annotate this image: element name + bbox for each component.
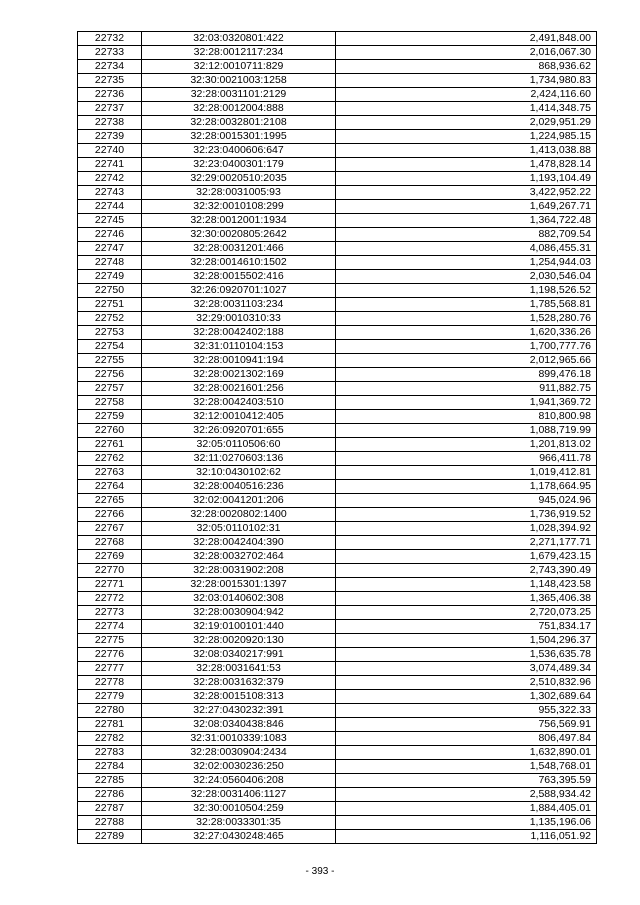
cadastral-number-cell: 32:26:0920701:1027	[142, 284, 336, 298]
table-row	[78, 690, 597, 704]
cadastral-number-cell: 32:23:0400606:647	[142, 144, 336, 158]
cadastral-number-cell: 32:28:0031103:234	[142, 298, 336, 312]
record-id-cell: 22771	[78, 578, 142, 592]
record-id-cell: 22734	[78, 60, 142, 74]
amount-cell: 751,834.17	[336, 620, 597, 634]
table-row	[78, 158, 597, 172]
record-id-cell: 22780	[78, 704, 142, 718]
cadastral-number-cell: 32:28:0021601:256	[142, 382, 336, 396]
amount-cell: 4,086,455.31	[336, 242, 597, 256]
amount-cell: 2,424,116.60	[336, 88, 597, 102]
record-id-cell: 22768	[78, 536, 142, 550]
cadastral-number-cell: 32:26:0920701:655	[142, 424, 336, 438]
table-row	[78, 536, 597, 550]
amount-cell: 1,736,919.52	[336, 508, 597, 522]
cadastral-number-cell: 32:28:0015301:1397	[142, 578, 336, 592]
table-row	[78, 312, 597, 326]
amount-cell: 1,088,719.99	[336, 424, 597, 438]
record-id-cell: 22761	[78, 438, 142, 452]
cadastral-number-cell: 32:02:0041201:206	[142, 494, 336, 508]
table-row	[78, 256, 597, 270]
table-row	[78, 830, 597, 844]
amount-cell: 2,743,390.49	[336, 564, 597, 578]
amount-cell: 3,422,952.22	[336, 186, 597, 200]
amount-cell: 1,679,423.15	[336, 550, 597, 564]
amount-cell: 2,588,934.42	[336, 788, 597, 802]
cadastral-number-cell: 32:28:0033301:35	[142, 816, 336, 830]
cadastral-number-cell: 32:28:0014610:1502	[142, 256, 336, 270]
cadastral-number-cell: 32:28:0031902:208	[142, 564, 336, 578]
amount-cell: 756,569.91	[336, 718, 597, 732]
amount-cell: 1,536,635.78	[336, 648, 597, 662]
amount-cell: 1,548,768.01	[336, 760, 597, 774]
amount-cell: 1,198,526.52	[336, 284, 597, 298]
amount-cell: 2,030,546.04	[336, 270, 597, 284]
cadastral-number-cell: 32:30:0010504:259	[142, 802, 336, 816]
amount-cell: 3,074,489.34	[336, 662, 597, 676]
table-row	[78, 32, 597, 46]
amount-cell: 1,785,568.81	[336, 298, 597, 312]
amount-cell: 1,254,944.03	[336, 256, 597, 270]
table-row	[78, 550, 597, 564]
table-row	[78, 816, 597, 830]
table-row	[78, 354, 597, 368]
record-id-cell: 22758	[78, 396, 142, 410]
record-id-cell: 22733	[78, 46, 142, 60]
record-id-cell: 22770	[78, 564, 142, 578]
amount-cell: 1,302,689.64	[336, 690, 597, 704]
record-id-cell: 22751	[78, 298, 142, 312]
table-row	[78, 620, 597, 634]
amount-cell: 2,510,832.96	[336, 676, 597, 690]
table-row	[78, 200, 597, 214]
cadastral-number-cell: 32:31:0110104:153	[142, 340, 336, 354]
amount-cell: 806,497.84	[336, 732, 597, 746]
table-row	[78, 676, 597, 690]
table-row	[78, 284, 597, 298]
record-id-cell: 22741	[78, 158, 142, 172]
cadastral-number-cell: 32:28:0015108:313	[142, 690, 336, 704]
record-id-cell: 22776	[78, 648, 142, 662]
amount-cell: 911,882.75	[336, 382, 597, 396]
record-id-cell: 22781	[78, 718, 142, 732]
cadastral-number-cell: 32:28:0042403:510	[142, 396, 336, 410]
cadastral-number-cell: 32:28:0031641:53	[142, 662, 336, 676]
table-row	[78, 746, 597, 760]
amount-cell: 945,024.96	[336, 494, 597, 508]
amount-cell: 1,019,412.81	[336, 466, 597, 480]
table-row	[78, 228, 597, 242]
cadastral-number-cell: 32:05:0110102:31	[142, 522, 336, 536]
amount-cell: 1,700,777.76	[336, 340, 597, 354]
table-row	[78, 732, 597, 746]
cadastral-number-cell: 32:11:0270603:136	[142, 452, 336, 466]
record-id-cell: 22773	[78, 606, 142, 620]
page-number: - 393 -	[305, 866, 335, 877]
amount-cell: 1,135,196.06	[336, 816, 597, 830]
table-row	[78, 592, 597, 606]
record-id-cell: 22777	[78, 662, 142, 676]
table-row	[78, 774, 597, 788]
record-id-cell: 22772	[78, 592, 142, 606]
table-row	[78, 130, 597, 144]
record-id-cell: 22763	[78, 466, 142, 480]
record-id-cell: 22738	[78, 116, 142, 130]
table-row	[78, 466, 597, 480]
cadastral-number-cell: 32:28:0030904:2434	[142, 746, 336, 760]
record-id-cell: 22737	[78, 102, 142, 116]
amount-cell: 1,620,336.26	[336, 326, 597, 340]
record-id-cell: 22778	[78, 676, 142, 690]
record-id-cell: 22753	[78, 326, 142, 340]
cadastral-number-cell: 32:28:0020920:130	[142, 634, 336, 648]
table-row	[78, 802, 597, 816]
records-table	[77, 31, 597, 844]
amount-cell: 1,884,405.01	[336, 802, 597, 816]
table-row	[78, 340, 597, 354]
table-row	[78, 494, 597, 508]
record-id-cell: 22759	[78, 410, 142, 424]
table-row	[78, 144, 597, 158]
record-id-cell: 22736	[78, 88, 142, 102]
cadastral-number-cell: 32:03:0140602:308	[142, 592, 336, 606]
record-id-cell: 22745	[78, 214, 142, 228]
table-row	[78, 578, 597, 592]
cadastral-number-cell: 32:19:0100101:440	[142, 620, 336, 634]
cadastral-number-cell: 32:28:0032801:2108	[142, 116, 336, 130]
cadastral-number-cell: 32:28:0031201:466	[142, 242, 336, 256]
cadastral-number-cell: 32:31:0010339:1083	[142, 732, 336, 746]
cadastral-number-cell: 32:28:0030904:942	[142, 606, 336, 620]
cadastral-number-cell: 32:23:0400301:179	[142, 158, 336, 172]
table-row	[78, 102, 597, 116]
record-id-cell: 22764	[78, 480, 142, 494]
table-row	[78, 368, 597, 382]
table-row	[78, 74, 597, 88]
cadastral-number-cell: 32:27:0430232:391	[142, 704, 336, 718]
amount-cell: 1,148,423.58	[336, 578, 597, 592]
cadastral-number-cell: 32:03:0320801:422	[142, 32, 336, 46]
table-row	[78, 382, 597, 396]
amount-cell: 2,720,073.25	[336, 606, 597, 620]
amount-cell: 810,800.98	[336, 410, 597, 424]
cadastral-number-cell: 32:28:0020802:1400	[142, 508, 336, 522]
table-row	[78, 172, 597, 186]
amount-cell: 2,016,067.30	[336, 46, 597, 60]
amount-cell: 2,271,177.71	[336, 536, 597, 550]
table-row	[78, 214, 597, 228]
record-id-cell: 22743	[78, 186, 142, 200]
amount-cell: 1,414,348.75	[336, 102, 597, 116]
table-row	[78, 452, 597, 466]
amount-cell: 899,476.18	[336, 368, 597, 382]
record-id-cell: 22747	[78, 242, 142, 256]
table-row	[78, 662, 597, 676]
cadastral-number-cell: 32:28:0012004:888	[142, 102, 336, 116]
cadastral-number-cell: 32:29:0020510:2035	[142, 172, 336, 186]
record-id-cell: 22739	[78, 130, 142, 144]
table-row	[78, 760, 597, 774]
record-id-cell: 22754	[78, 340, 142, 354]
amount-cell: 955,322.33	[336, 704, 597, 718]
amount-cell: 1,365,406.38	[336, 592, 597, 606]
record-id-cell: 22756	[78, 368, 142, 382]
amount-cell: 1,413,038.88	[336, 144, 597, 158]
table-row	[78, 116, 597, 130]
cadastral-number-cell: 32:28:0012001:1934	[142, 214, 336, 228]
amount-cell: 2,491,848.00	[336, 32, 597, 46]
table-row	[78, 298, 597, 312]
table-row	[78, 242, 597, 256]
table-row	[78, 606, 597, 620]
record-id-cell: 22740	[78, 144, 142, 158]
record-id-cell: 22784	[78, 760, 142, 774]
amount-cell: 1,201,813.02	[336, 438, 597, 452]
amount-cell: 1,941,369.72	[336, 396, 597, 410]
record-id-cell: 22775	[78, 634, 142, 648]
table-row	[78, 60, 597, 74]
cadastral-number-cell: 32:30:0021003:1258	[142, 74, 336, 88]
record-id-cell: 22755	[78, 354, 142, 368]
cadastral-number-cell: 32:29:0010310:33	[142, 312, 336, 326]
amount-cell: 868,936.62	[336, 60, 597, 74]
cadastral-number-cell: 32:28:0042404:390	[142, 536, 336, 550]
amount-cell: 1,504,296.37	[336, 634, 597, 648]
table-row	[78, 508, 597, 522]
table-row	[78, 326, 597, 340]
cadastral-number-cell: 32:12:0010711:829	[142, 60, 336, 74]
record-id-cell: 22746	[78, 228, 142, 242]
record-id-cell: 22760	[78, 424, 142, 438]
record-id-cell: 22774	[78, 620, 142, 634]
table-row	[78, 648, 597, 662]
cadastral-number-cell: 32:12:0010412:405	[142, 410, 336, 424]
record-id-cell: 22789	[78, 830, 142, 844]
cadastral-number-cell: 32:28:0042402:188	[142, 326, 336, 340]
table-row	[78, 718, 597, 732]
cadastral-number-cell: 32:08:0340217:991	[142, 648, 336, 662]
record-id-cell: 22779	[78, 690, 142, 704]
amount-cell: 1,193,104.49	[336, 172, 597, 186]
record-id-cell: 22757	[78, 382, 142, 396]
cadastral-number-cell: 32:28:0015301:1995	[142, 130, 336, 144]
cadastral-number-cell: 32:28:0031406:1127	[142, 788, 336, 802]
table-row	[78, 88, 597, 102]
amount-cell: 1,632,890.01	[336, 746, 597, 760]
amount-cell: 1,224,985.15	[336, 130, 597, 144]
amount-cell: 1,528,280.76	[336, 312, 597, 326]
amount-cell: 2,012,965.66	[336, 354, 597, 368]
cadastral-number-cell: 32:28:0031005:93	[142, 186, 336, 200]
record-id-cell: 22742	[78, 172, 142, 186]
record-id-cell: 22744	[78, 200, 142, 214]
amount-cell: 1,478,828.14	[336, 158, 597, 172]
records-table-body	[78, 32, 597, 844]
record-id-cell: 22762	[78, 452, 142, 466]
cadastral-number-cell: 32:28:0010941:194	[142, 354, 336, 368]
cadastral-number-cell: 32:30:0020805:2642	[142, 228, 336, 242]
record-id-cell: 22769	[78, 550, 142, 564]
amount-cell: 1,028,394.92	[336, 522, 597, 536]
record-id-cell: 22786	[78, 788, 142, 802]
cadastral-number-cell: 32:32:0010108:299	[142, 200, 336, 214]
record-id-cell: 22749	[78, 270, 142, 284]
table-row	[78, 564, 597, 578]
cadastral-number-cell: 32:10:0430102:62	[142, 466, 336, 480]
cadastral-number-cell: 32:28:0012117:234	[142, 46, 336, 60]
table-row	[78, 410, 597, 424]
cadastral-number-cell: 32:08:0340438:846	[142, 718, 336, 732]
amount-cell: 966,411.78	[336, 452, 597, 466]
cadastral-number-cell: 32:28:0015502:416	[142, 270, 336, 284]
cadastral-number-cell: 32:28:0031632:379	[142, 676, 336, 690]
table-row	[78, 186, 597, 200]
amount-cell: 763,395.59	[336, 774, 597, 788]
amount-cell: 2,029,951.29	[336, 116, 597, 130]
record-id-cell: 22787	[78, 802, 142, 816]
amount-cell: 882,709.54	[336, 228, 597, 242]
cadastral-number-cell: 32:28:0040516:236	[142, 480, 336, 494]
record-id-cell: 22732	[78, 32, 142, 46]
table-row	[78, 424, 597, 438]
record-id-cell: 22765	[78, 494, 142, 508]
record-id-cell: 22735	[78, 74, 142, 88]
table-row	[78, 704, 597, 718]
record-id-cell: 22782	[78, 732, 142, 746]
table-row	[78, 46, 597, 60]
cadastral-number-cell: 32:28:0021302:169	[142, 368, 336, 382]
record-id-cell: 22788	[78, 816, 142, 830]
record-id-cell: 22748	[78, 256, 142, 270]
amount-cell: 1,734,980.83	[336, 74, 597, 88]
cadastral-number-cell: 32:05:0110506:60	[142, 438, 336, 452]
cadastral-number-cell: 32:28:0032702:464	[142, 550, 336, 564]
cadastral-number-cell: 32:28:0031101:2129	[142, 88, 336, 102]
record-id-cell: 22752	[78, 312, 142, 326]
record-id-cell: 22766	[78, 508, 142, 522]
table-row	[78, 480, 597, 494]
record-id-cell: 22783	[78, 746, 142, 760]
table-row	[78, 270, 597, 284]
amount-cell: 1,116,051.92	[336, 830, 597, 844]
amount-cell: 1,364,722.48	[336, 214, 597, 228]
cadastral-number-cell: 32:27:0430248:465	[142, 830, 336, 844]
table-row	[78, 522, 597, 536]
table-row	[78, 788, 597, 802]
table-row	[78, 396, 597, 410]
table-row	[78, 438, 597, 452]
table-row	[78, 634, 597, 648]
cadastral-number-cell: 32:24:0560406:208	[142, 774, 336, 788]
cadastral-number-cell: 32:02:0030236:250	[142, 760, 336, 774]
record-id-cell: 22767	[78, 522, 142, 536]
amount-cell: 1,649,267.71	[336, 200, 597, 214]
record-id-cell: 22785	[78, 774, 142, 788]
record-id-cell: 22750	[78, 284, 142, 298]
amount-cell: 1,178,664.95	[336, 480, 597, 494]
